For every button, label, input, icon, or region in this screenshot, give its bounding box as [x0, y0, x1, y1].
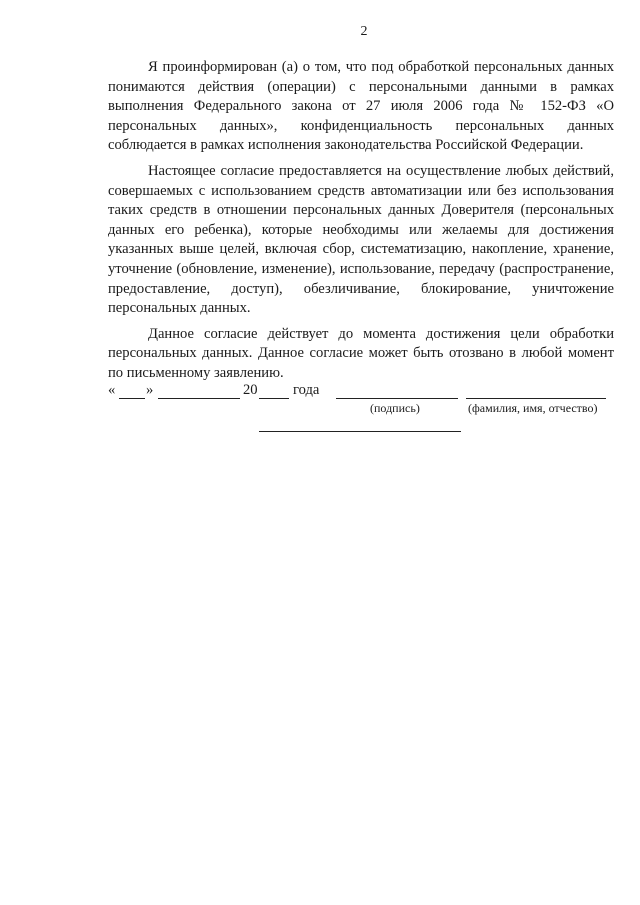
date-open-quote: « [108, 382, 116, 398]
day-blank-line [119, 398, 145, 399]
paragraph-consent-validity: Данное согласие действует до момента достижения цели обработки персональных данных. Данное согласие может быть отозвано в любой момент по письменному заявлению. [108, 325, 614, 381]
full-name-blank-line [466, 398, 606, 399]
full-name-caption: (фамилия, имя, отчество) [468, 401, 598, 415]
signature-caption: (подпись) [370, 401, 420, 415]
year-suffix: года [293, 382, 320, 398]
year-blank-line [259, 398, 289, 399]
year-prefix: 20 [243, 382, 258, 398]
paragraph-processing-definition: Я проинформирован (а) о том, что под обработкой персональных данных понимаются действия (операции) с персональными данными в рамках выполнения Федерального закона от 27 июля 2006 года № 152-ФЗ «О персональных данных», конфиденциальность персональных данных соблюдается в рамках исполнения законодательства Российской Федерации. [108, 59, 614, 154]
month-blank-line [158, 398, 240, 399]
date-close-quote: » [146, 382, 154, 398]
additional-blank-line [259, 431, 461, 432]
paragraph-consent-scope: Настоящее согласие предоставляется на осуществление любых действий, совершаемых с использованием средств автоматизации или без использования таких средств в отношении персональных данных Доверителя (персональных данных его ребенка), которые необходимы или желаемы для достижения указанных выше целей, включая сбор, систематизацию, накопление, хранение, уточнение (обновление, изменение), использование, передачу (распространение, предоставление, доступ), обезличивание, блокирование, уничтожение персональных данных. [108, 162, 614, 317]
page-number: 2 [360, 24, 368, 39]
signature-blank-line [336, 398, 458, 399]
